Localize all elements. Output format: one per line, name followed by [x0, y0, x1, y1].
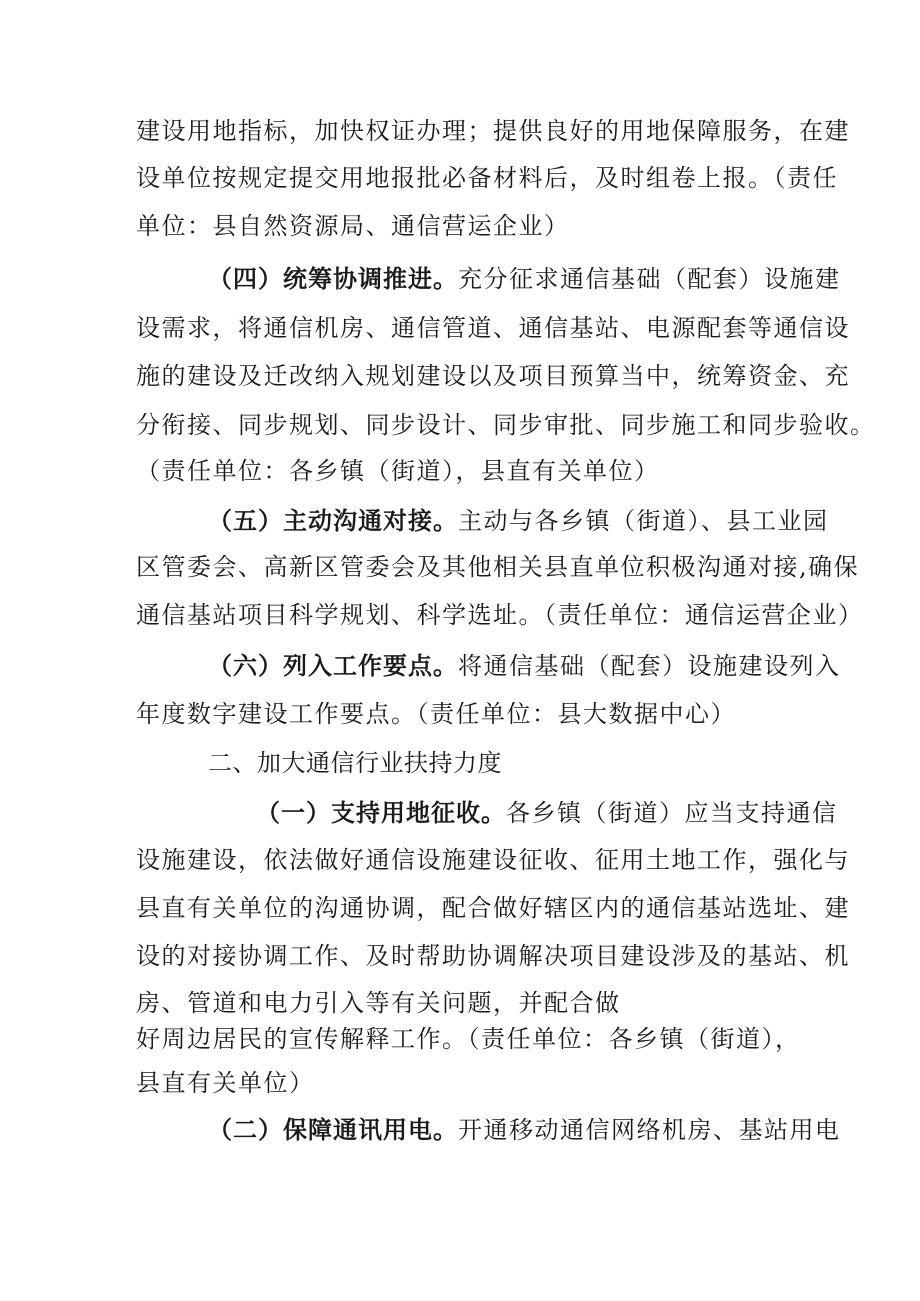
line-text: 充分征求通信基础（配套）设施建 [458, 265, 841, 293]
subsection-1-lead-line [256, 798, 838, 828]
body-line [136, 410, 876, 440]
line-text: 主动与各乡镇（街道）、县工业园 [458, 507, 829, 535]
section-6-heading: （六）列入工作要点。 [208, 652, 458, 680]
body-line [136, 1068, 315, 1098]
body-line [136, 361, 850, 391]
body-line [136, 313, 850, 343]
line-text: 开通移动通信网络机房、基站用电 [458, 1116, 841, 1144]
subsection-1-heading: （一）支持用地征收。 [256, 799, 506, 827]
line-text: 县直有关单位的沟通协调，配合做好辖区内的通信基站选址、建 [136, 894, 850, 922]
chapter-2-heading [208, 748, 502, 778]
subsection-2-lead-line [208, 1115, 841, 1145]
line-text: （责任单位：各乡镇（街道），县直有关单位） [136, 457, 660, 485]
body-line [136, 699, 736, 729]
line-text: 好周边居民的宣传解释工作。（责任单位：各乡镇（街道）， [136, 1025, 801, 1053]
body-line [136, 1024, 801, 1054]
line-text: 设的对接协调工作、及时帮助协调解决项目建设涉及的基站、机 [136, 942, 850, 970]
body-line [136, 211, 570, 241]
section-5-lead-line [208, 506, 829, 536]
subsection-2-heading: （二）保障通讯用电。 [208, 1116, 458, 1144]
body-line [136, 600, 864, 630]
line-text: 县直有关单位） [136, 1069, 315, 1097]
line-text: 通信基站项目科学规划、科学选址。（责任单位：通信运营企业） [136, 601, 864, 629]
line-text: 分衔接、同步规划、同步设计、同步审批、同步施工和同步验收。 [136, 411, 876, 439]
body-line [136, 456, 660, 486]
section-4-lead-line [208, 264, 841, 294]
line-text: 房、管道和电力引入等有关问题，并配合做 [136, 989, 621, 1017]
section-6-lead-line [208, 651, 841, 681]
chapter-heading-text: 二、加大通信行业扶持力度 [208, 749, 502, 777]
line-text: 区管委会、高新区管委会及其他相关县直单位积极沟通对接,确保 [136, 553, 860, 581]
body-line [136, 116, 850, 146]
section-5-heading: （五）主动沟通对接。 [208, 507, 458, 535]
body-line [136, 941, 850, 971]
line-text: 施的建设及迁改纳入规划建设以及项目预算当中，统筹资金、充 [136, 362, 850, 390]
line-text: 单位：县自然资源局、通信营运企业） [136, 212, 570, 240]
line-text: 设施建设，依法做好通信设施建设征收、征用土地工作，强化与 [136, 846, 850, 874]
body-line [136, 845, 850, 875]
section-4-heading: （四）统筹协调推进。 [208, 265, 458, 293]
body-line [136, 988, 621, 1018]
line-text: 年度数字建设工作要点。（责任单位：县大数据中心） [136, 700, 736, 728]
body-line [136, 163, 838, 193]
line-text: 各乡镇（街道）应当支持通信 [506, 799, 838, 827]
body-line [136, 893, 850, 923]
line-text: 设单位按规定提交用地报批必备材料后，及时组卷上报。（责任 [136, 164, 838, 192]
body-line [136, 552, 859, 582]
line-text: 建设用地指标，加快权证办理；提供良好的用地保障服务，在建 [136, 117, 850, 145]
line-text: 将通信基础（配套）设施建设列入 [458, 652, 841, 680]
line-text: 设需求，将通信机房、通信管道、通信基站、电源配套等通信设 [136, 314, 850, 342]
